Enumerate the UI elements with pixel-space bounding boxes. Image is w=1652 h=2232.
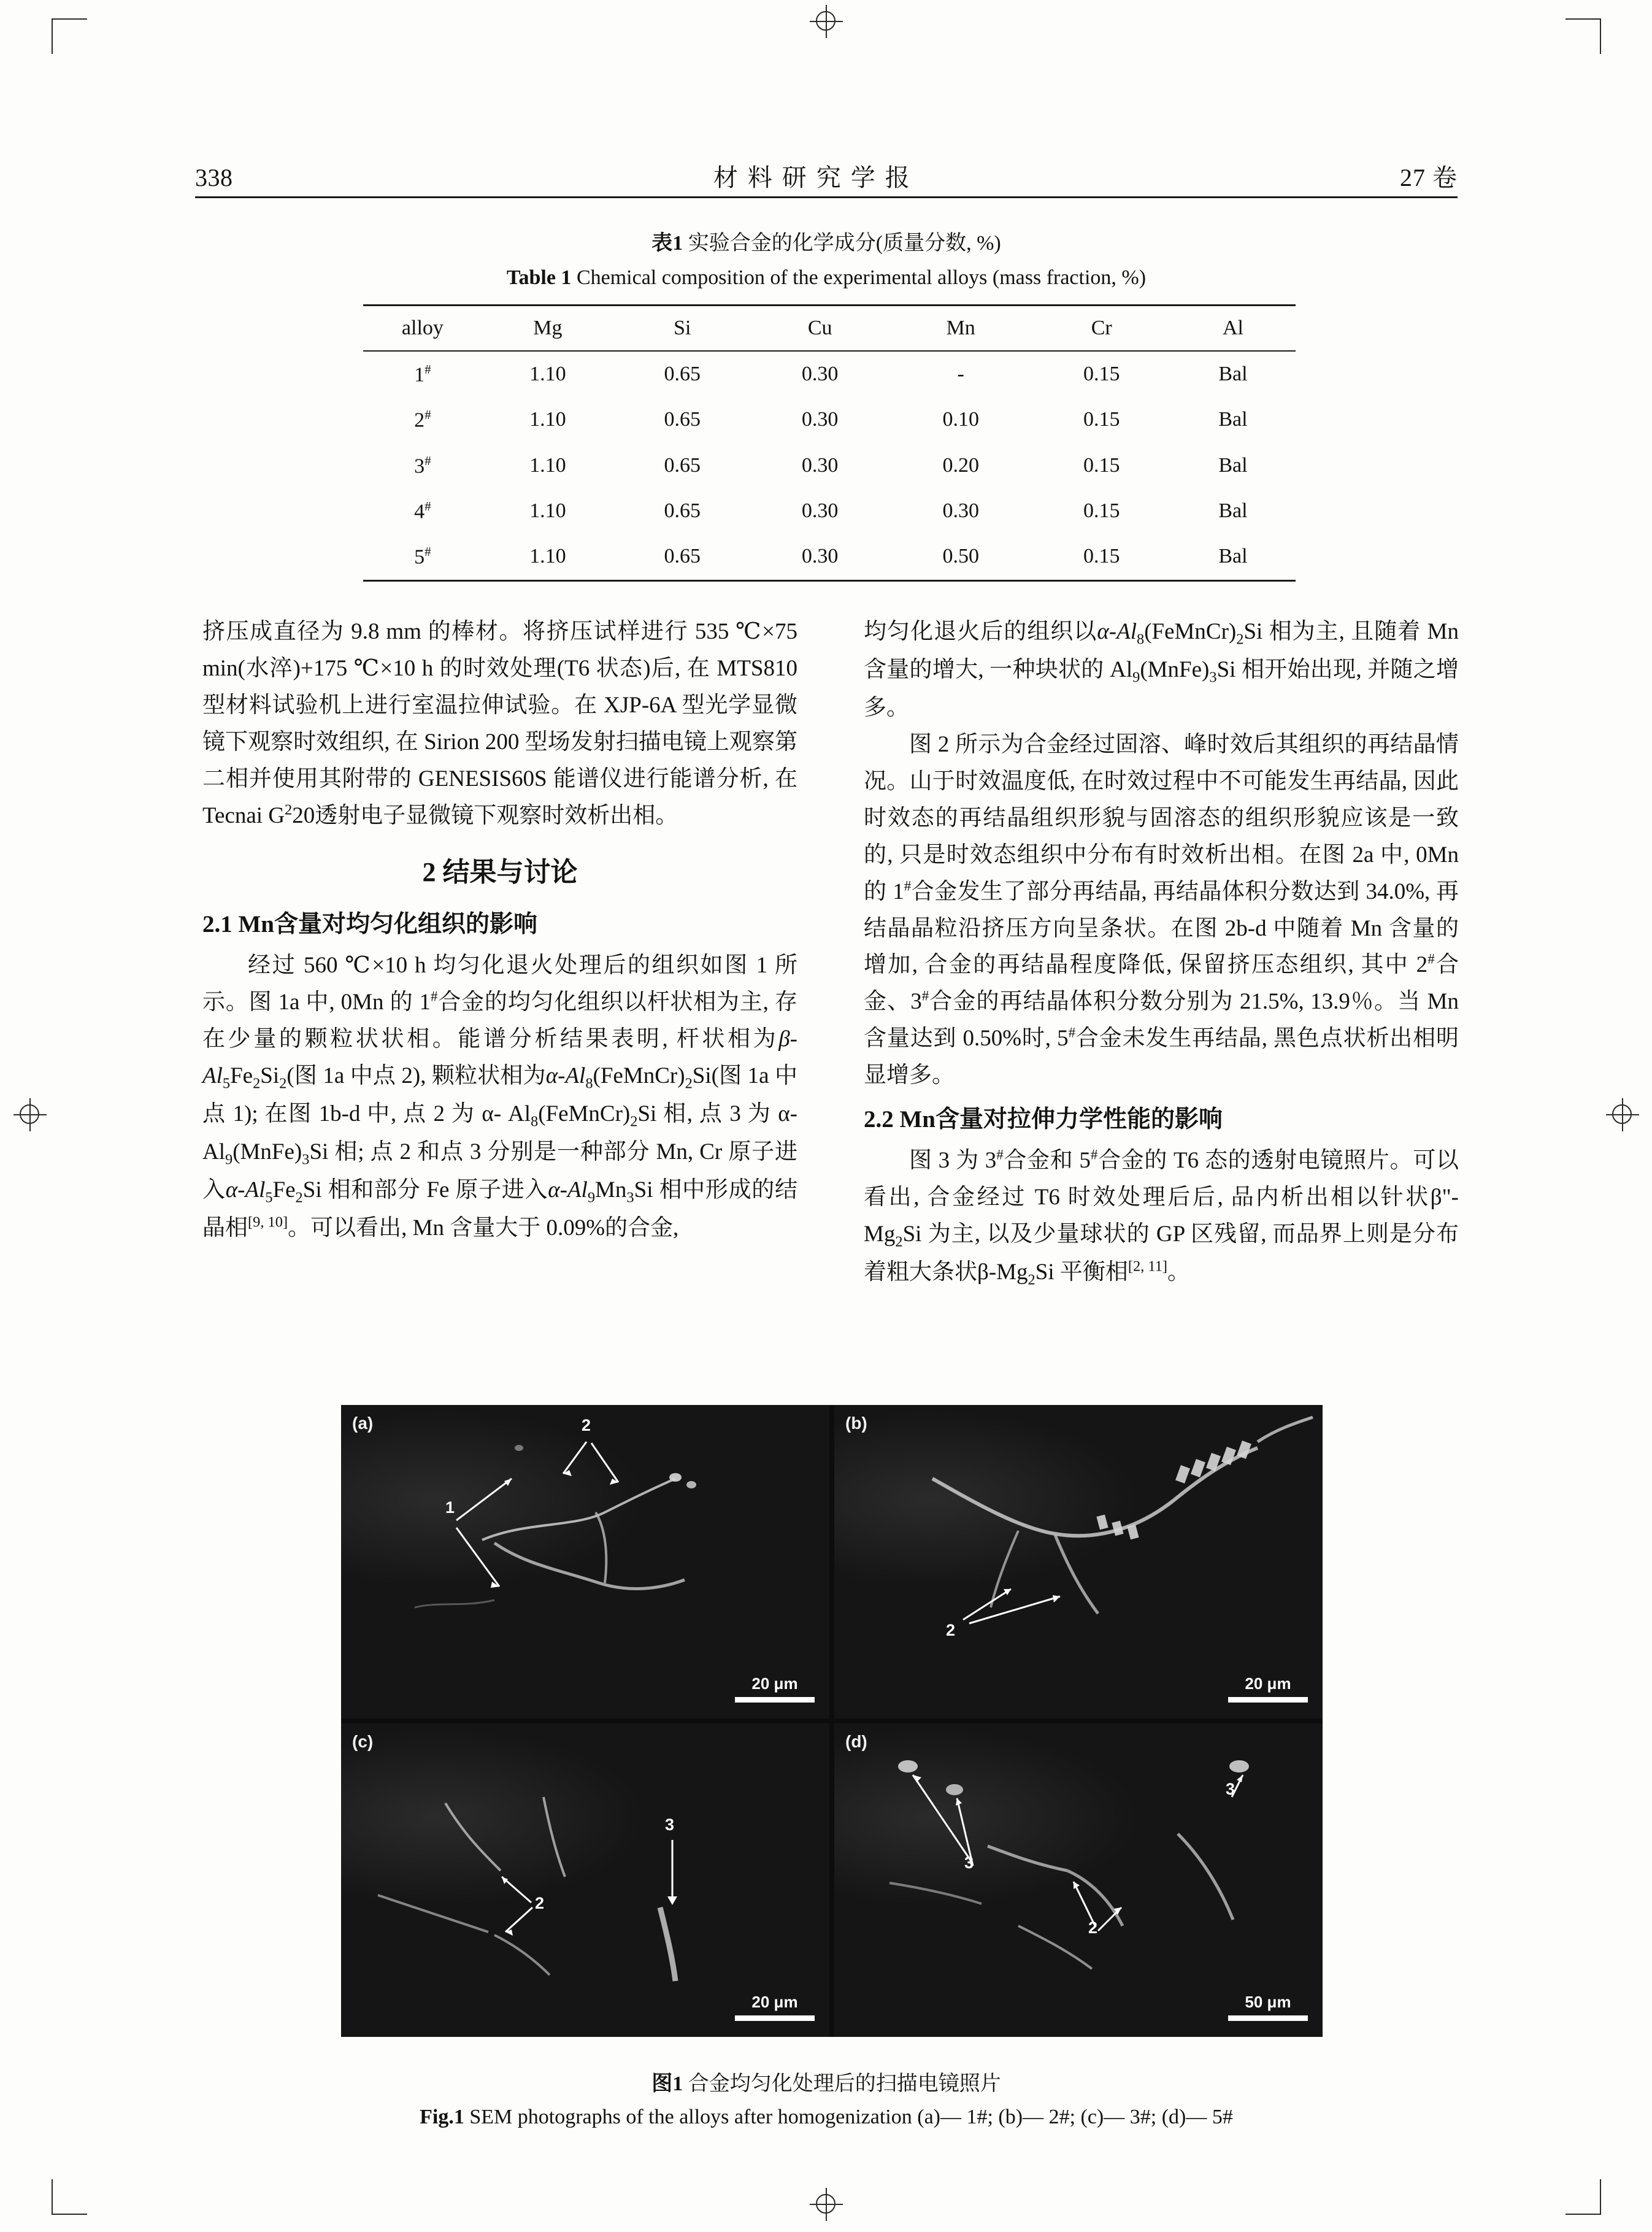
- figure-caption-cn: [195, 2066, 1458, 2096]
- table-caption-en: [195, 266, 1458, 290]
- figure-caption-en-text: SEM photographs of the alloys after homogenization (a)— 1#; (b)— 2#; (c)— 3#; (d)— 5#: [469, 2106, 1233, 2128]
- panel-a-mark-2: 2: [582, 1416, 591, 1434]
- panel-label-b: (b): [845, 1414, 867, 1433]
- scale-bar-a-label: 20 μm: [751, 1674, 798, 1693]
- table-row: [363, 351, 1296, 397]
- cell-al: Bal: [1218, 363, 1248, 386]
- table-row: [363, 443, 1296, 488]
- cell-cr: 0.15: [1083, 499, 1120, 523]
- panel-label-c: (c): [352, 1732, 374, 1751]
- crop-mark-top-left: [52, 18, 87, 54]
- journal-title: 材料研究学报: [713, 164, 920, 192]
- cell-si: 0.65: [664, 453, 701, 477]
- table-row: [363, 488, 1296, 534]
- panel-d-features: [834, 1723, 1323, 2037]
- panel-d-mark-3a: 3: [964, 1853, 974, 1872]
- scale-bar-c-label: 20 μm: [751, 1993, 798, 2011]
- cell-cr: 0.15: [1083, 408, 1120, 431]
- cell-cr: 0.15: [1083, 453, 1120, 477]
- cell-alloy: 3#: [414, 453, 431, 477]
- panel-label-d: (d): [845, 1732, 867, 1751]
- cell-mn: 0.20: [942, 453, 979, 477]
- cell-alloy: 1#: [414, 362, 431, 387]
- cell-al: Bal: [1218, 499, 1248, 523]
- scale-bar-b-label: 20 μm: [1245, 1674, 1291, 1693]
- cell-cu: 0.30: [801, 363, 839, 386]
- col-mn: Mn: [946, 317, 975, 339]
- registration-mark-top: [810, 5, 843, 38]
- registration-mark-right: [1606, 1098, 1639, 1131]
- cell-mn: 0.10: [942, 408, 979, 431]
- registration-mark-bottom: [810, 2188, 843, 2221]
- scale-bar-a: [735, 1674, 815, 1703]
- col-si: Si: [674, 317, 691, 339]
- col-cr: Cr: [1091, 317, 1112, 339]
- scale-bar-c-line: [735, 2015, 815, 2021]
- table-caption-cn: [195, 226, 1458, 256]
- panel-c-mark-2: 2: [535, 1894, 545, 1912]
- cell-si: 0.65: [664, 408, 701, 431]
- cell-al: Bal: [1218, 408, 1248, 431]
- table-caption-en-label: Table 1: [506, 266, 572, 289]
- crop-mark-bottom-left: [52, 2179, 87, 2215]
- cell-mg: 1.10: [529, 408, 566, 431]
- cell-alloy: 5#: [414, 544, 431, 569]
- section-heading-2: 2 结果与讨论: [422, 856, 578, 887]
- panel-d-mark-3b: 3: [1226, 1780, 1235, 1798]
- scale-bar-b: [1228, 1674, 1308, 1703]
- crop-mark-bottom-right: [1566, 2179, 1601, 2215]
- col-cu: Cu: [807, 317, 832, 339]
- paragraph-tem: 图 3 为 3#合金和 5#合金的 T6 态的透射电镜照片。可以看出, 合金经过 T6 时效处理后后, 品内析出相以针状$\beta"-Mg_2Si$ 为主, 以及少量球状的 GP 区残留, 而品界上则是分布着粗大条状$\beta-Mg_2Si$ 平衡相[2, 11]。: [864, 1147, 1459, 1288]
- cell-cu: 0.30: [801, 545, 839, 568]
- col-mg: Mg: [533, 317, 563, 339]
- table-caption-cn-text: 实验合金的化学成分(质量分数, %): [688, 232, 1001, 255]
- cell-mg: 1.10: [529, 499, 566, 523]
- cell-cu: 0.30: [801, 453, 839, 477]
- table-row: [363, 397, 1296, 442]
- cell-si: 0.65: [664, 545, 701, 568]
- cell-cr: 0.15: [1083, 545, 1120, 568]
- paragraph-methods: 挤压成直径为 9.8 mm 的棒材。将挤压试样进行 535 ℃×75 min(水淬)+175 ℃×10 h 的时效处理(T6 状态)后, 在 MTS810 型材料试验机上进行室温拉伸试验。在 XJP-6A 型光学显微镜下观察时效组织, 在 Sirion 200 型场发射扫描电镜上观察第二相并使用其附带的 GENESIS60S 能谱仪进行能谱分析, 在 Tecnai $G^220$透射电子显微镜下观察时效析出相。: [202, 619, 797, 828]
- panel-b-mark-2: 2: [946, 1621, 956, 1639]
- figure-caption-en: [195, 2106, 1458, 2129]
- scale-bar-d-line: [1228, 2015, 1308, 2021]
- table-header-row: [363, 306, 1296, 352]
- figure-panel-a: [341, 1405, 829, 1718]
- panel-label-a: (a): [352, 1414, 374, 1433]
- volume-label: 27 卷: [1400, 164, 1458, 191]
- scale-bar-d: [1228, 1993, 1308, 2021]
- cell-cr: 0.15: [1083, 363, 1120, 386]
- table-row: [363, 534, 1296, 580]
- header-rule: [195, 196, 1458, 198]
- section-heading-2-2: 2.2 Mn含量对拉伸力学性能的影响: [864, 1106, 1223, 1133]
- cell-cu: 0.30: [801, 499, 839, 523]
- figure-caption-en-label: Fig.1: [420, 2106, 464, 2128]
- cell-mg: 1.10: [529, 545, 566, 568]
- panel-d-mark-2: 2: [1088, 1918, 1098, 1937]
- table-caption-en-text: Chemical composition of the experimental alloys (mass fraction, %): [576, 266, 1147, 289]
- panel-c-features: [341, 1723, 829, 2037]
- table-caption-cn-label: 表1: [651, 232, 683, 255]
- cell-si: 0.65: [664, 499, 701, 523]
- panel-b-features: [834, 1405, 1323, 1718]
- cell-mn: -: [957, 363, 964, 386]
- cell-al: Bal: [1218, 453, 1248, 477]
- scale-bar-c: [735, 1993, 815, 2021]
- cell-al: Bal: [1218, 545, 1248, 568]
- cell-mn: 0.30: [942, 499, 979, 523]
- paragraph-homogenization: 经过 560 ℃×10 h 均匀化退火处理后的组织如图 1 所示。图 1a 中, 0Mn 的 1#合金的均匀化组织以杆状相为主, 存在少量的颗粒状状相。能谱分析结果表明, 杆状相为$\beta-Al_5Fe_2Si_2$(图 1a 中点 2), 颗粒状相为$\alpha-Al_8(FeMnCr)_2Si$(图 1a 中点 1); 在图 1b-d 中, 点 2 为 α- $Al_8(FeMnCr)_2Si$ 相, 点 3 为 $\alpha-Al_9(MnFe)_3Si$ 相; 点 2 和点 3 分别是一种部分 Mn, Cr 原子进入$\alpha-Al_5Fe_2Si$ 相和部分 Fe 原子进入$\alpha-Al_9Mn_3Si$ 相中形成的结晶相[9, 10]。可以看出, Mn 含量大于 0.09%的合金,: [202, 953, 798, 1241]
- cell-si: 0.65: [664, 363, 701, 386]
- col-al: Al: [1222, 317, 1243, 339]
- figure-panel-d: [834, 1723, 1323, 2037]
- panel-a-features: [341, 1405, 829, 1718]
- figure-panel-c: [341, 1723, 829, 2037]
- panel-c-mark-3: 3: [665, 1815, 675, 1834]
- figure-caption-cn-text: 合金均匀化处理后的扫描电镜照片: [688, 2072, 1001, 2095]
- figure-panel-b: [834, 1405, 1323, 1718]
- registration-mark-left: [13, 1098, 47, 1131]
- scale-bar-b-line: [1228, 1697, 1308, 1703]
- cell-alloy: 4#: [414, 498, 431, 523]
- cell-mg: 1.10: [529, 453, 566, 477]
- scale-bar-d-label: 50 μm: [1245, 1993, 1291, 2011]
- page-number: 338: [195, 164, 233, 191]
- paragraph-recrystallization: 图 2 所示为合金经过固溶、峰时效后其组织的再结晶情况。山于时效温度低, 在时效过程中不可能发生再结晶, 因此时效态的再结晶组织形貌与固溶态的组织形貌应该是一致的, 只是时效态组织中分布有时效析出相。在图 2a 中, 0Mn 的 1#合金发生了部分再结晶, 再结晶体积分数达到 34.0%, 再结晶晶粒沿挤压方向呈条状。在图 2b-d 中随着 Mn 含量的增加, 合金的再结晶程度降低, 保留挤压态组织, 其中 2#合金、3#合金的再结晶体积分数分别为 21.5%, 13.9％。当 Mn 含量达到 0.50%时, 5#合金未发生再结晶, 黑色点状析出相明显增多。: [864, 731, 1459, 1088]
- cell-mg: 1.10: [529, 363, 566, 386]
- col-alloy: alloy: [401, 317, 444, 339]
- panel-a-mark-1: 1: [445, 1498, 455, 1517]
- paragraph-alpha-phase: 均匀化退火后的组织以$\alpha-Al_8(FeMnCr)_2Si$ 相为主, 且随着 Mn 含量的增大, 一种块状的 $Al_9(MnFe)_3Si$ 相开始出现, 并随之增多。: [864, 619, 1459, 720]
- cell-cu: 0.30: [801, 408, 839, 431]
- crop-mark-top-right: [1566, 18, 1601, 54]
- figure-1-sem-images: [341, 1405, 1323, 2037]
- cell-alloy: 2#: [414, 407, 431, 432]
- cell-mn: 0.50: [942, 545, 979, 568]
- body-column-left: [202, 614, 797, 1247]
- running-head: [195, 158, 1458, 193]
- scale-bar-a-line: [735, 1697, 815, 1703]
- figure-caption-cn-label: 图1: [651, 2072, 683, 2095]
- composition-table: [363, 304, 1296, 582]
- body-column-right: [864, 614, 1459, 1292]
- section-heading-2-1: 2.1 Mn含量对均匀化组织的影响: [202, 910, 538, 937]
